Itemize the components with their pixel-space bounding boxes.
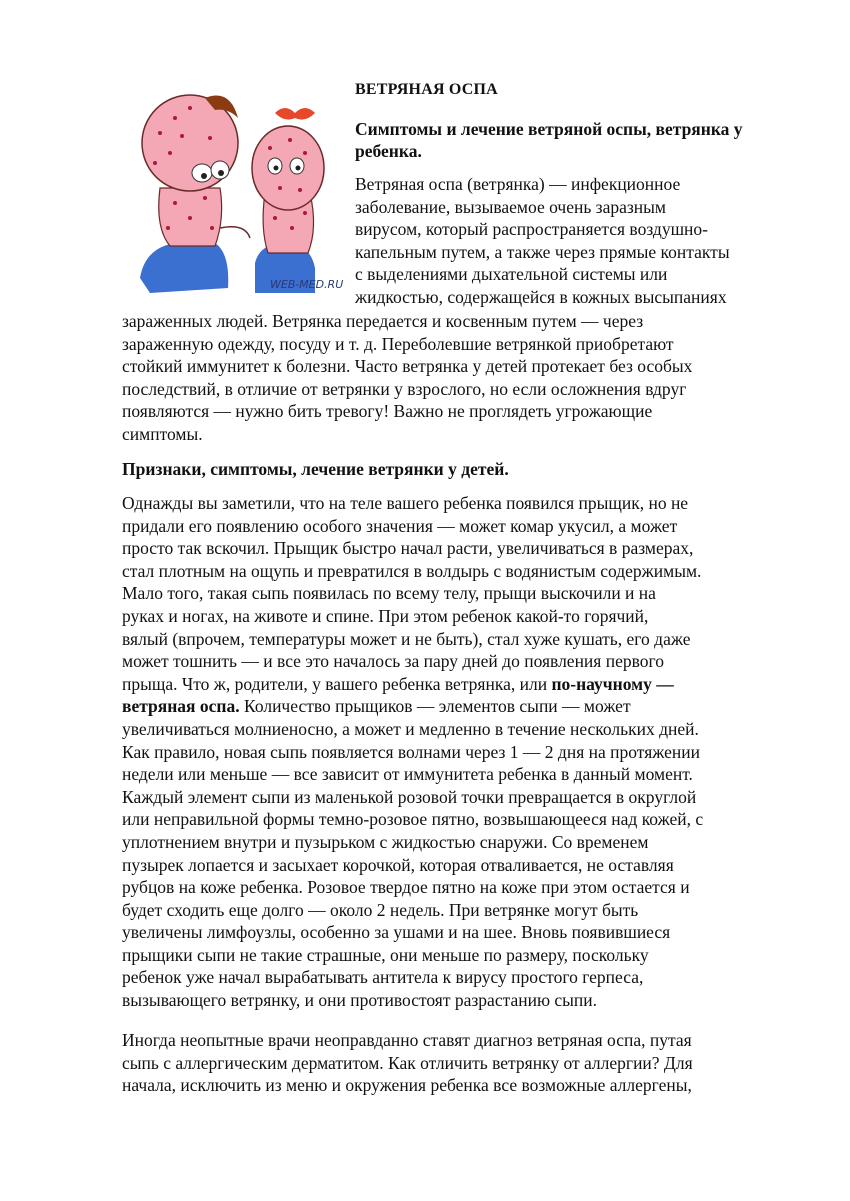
text-line: увеличены лимфоузлы, особенно за ушами и на шее. Вновь появившиеся bbox=[122, 922, 671, 943]
text-line: симптомы. bbox=[122, 423, 203, 444]
intro-paragraph-beside-image bbox=[355, 173, 730, 309]
text-line: заболевание, вызываемое очень заразным bbox=[355, 196, 666, 217]
text-line: вызывающего ветрянку, и они противостоят разрастанию сыпи. bbox=[122, 990, 598, 1011]
text-line: Каждый элемент сыпи из маленькой розовой точки превращается в округлой bbox=[122, 786, 697, 807]
text-line: Иногда неопытные врачи неоправданно ставят диагноз ветряная оспа, путая bbox=[122, 1030, 692, 1050]
text-line: увеличиваться молниеносно, а может и медленно в течение нескольких дней. bbox=[122, 718, 699, 739]
children-chickenpox-illustration bbox=[120, 78, 345, 300]
text-line: может тошнить — и все это началось за пару дней до появления первого bbox=[122, 651, 664, 672]
text-line: зараженную одежду, посуду и т. д. Переболевшие ветрянкой приобретают bbox=[122, 333, 674, 354]
bold-term: ветряная оспа. bbox=[122, 696, 240, 717]
text-line: с выделениями дыхательной системы или bbox=[355, 264, 668, 285]
text-line: сыпь с аллергическим дерматитом. Как отличить ветрянку от аллергии? Для bbox=[122, 1052, 693, 1073]
text-line: уплотнением внутри и пузырьком с жидкостью снаружи. Со временем bbox=[122, 831, 649, 852]
text-line: недели или меньше — все зависит от иммунитета ребенка в данный момент. bbox=[122, 764, 693, 785]
text-line: появляются — нужно бить тревогу! Важно не проглядеть угрожающие bbox=[122, 401, 653, 422]
text-line: стойкий иммунитет к болезни. Часто ветрянка у детей протекает без особых bbox=[122, 356, 693, 377]
text-run: прыща. Что ж, родители, у вашего ребенка ветрянка, или bbox=[122, 673, 552, 694]
text-line: вялый (впрочем, температуры может и не быть), стал хуже кушать, его даже bbox=[122, 628, 691, 649]
text-line: последствий, в отличие от ветрянки у взрослого, но если осложнения вдруг bbox=[122, 378, 687, 399]
text-line: Однажды вы заметили, что на теле вашего ребенка появился прыщик, но не bbox=[122, 493, 689, 513]
text-line: стал плотным на ощупь и превратился в волдырь с водянистым содержимым. bbox=[122, 560, 702, 581]
text-line: капельным путем, а также через прямые контакты bbox=[355, 241, 730, 262]
text-line: жидкостью, содержащейся в кожных высыпаниях bbox=[355, 286, 727, 307]
text-line: или неправильной формы темно-розовое пятно, возвышающееся над кожей, с bbox=[122, 809, 704, 830]
text-line: зараженных людей. Ветрянка передается и косвенным путем — через bbox=[122, 311, 644, 331]
text-line: руках и ногах, на животе и спине. При этом ребенок какой-то горячий, bbox=[122, 605, 649, 626]
symptoms-paragraph bbox=[122, 492, 703, 1012]
text-line bbox=[122, 673, 703, 696]
text-line: Мало того, такая сыпь появилась по всему телу, прыщи выскочили и на bbox=[122, 583, 656, 604]
text-line: просто так вскочил. Прыщик быстро начал расти, увеличиваться в размерах, bbox=[122, 538, 694, 559]
text-run: Количество прыщиков — элементов сыпи — может bbox=[239, 696, 631, 717]
watermark-text: WEB-MED.RU bbox=[270, 278, 344, 291]
document-title: ВЕТРЯНАЯ ОСПА bbox=[355, 81, 498, 98]
text-line: придали его появлению особого значения — может комар укусил, а может bbox=[122, 515, 678, 536]
document-subtitle: Симптомы и лечение ветряной оспы, ветрянка у ребенка. bbox=[355, 119, 743, 161]
boy-shorts bbox=[140, 243, 228, 293]
text-line: будет сходить еще долго — около 2 недель. При ветрянке могут быть bbox=[122, 899, 639, 920]
text-line: рубцов на коже ребенка. Розовое твердое пятно на коже при этом остается и bbox=[122, 877, 690, 898]
text-line: Как правило, новая сыпь появляется волнами через 1 — 2 дня на протяжении bbox=[122, 741, 700, 762]
girl-figure bbox=[252, 108, 324, 293]
text-line: прыщики сыпи не такие страшные, они меньше по размеру, поскольку bbox=[122, 944, 649, 965]
girl-bow bbox=[275, 108, 315, 120]
bold-term: по-научному — bbox=[551, 673, 674, 694]
diagnosis-paragraph bbox=[122, 1029, 693, 1097]
text-line: пузырек лопается и засыхает корочкой, которая отваливается, не оставляя bbox=[122, 854, 674, 875]
section-heading: Признаки, симптомы, лечение ветрянки у детей. bbox=[122, 459, 509, 479]
text-line: начала, исключить из меню и окружения ребенка все возможные аллергены, bbox=[122, 1075, 692, 1096]
text-line: вирусом, который распространяется воздушно- bbox=[355, 219, 708, 240]
text-line bbox=[122, 695, 703, 718]
text-line: ребенок уже начал вырабатывать антитела к вирусу простого герпеса, bbox=[122, 967, 644, 988]
text-line: Ветряная оспа (ветрянка) — инфекционное bbox=[355, 174, 681, 194]
intro-paragraph-continued bbox=[122, 310, 692, 446]
boy-figure bbox=[140, 95, 250, 293]
